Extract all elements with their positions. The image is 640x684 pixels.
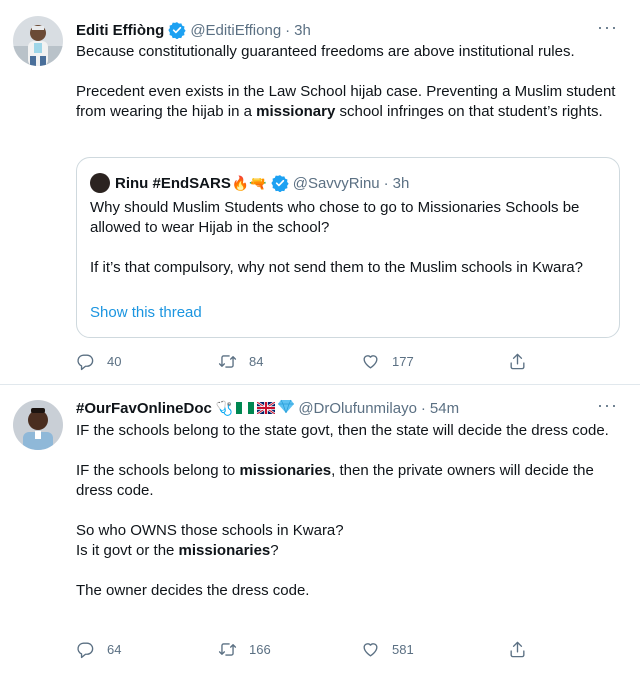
more-icon[interactable]: ···	[597, 17, 618, 37]
tweet-paragraph: Precedent even exists in the Law School hijab case. Preventing a Muslim student from wearing the hijab in a missionary school infringes on that student’s rights.	[76, 83, 616, 120]
quote-paragraph: Why should Muslim Students who chose to go to Missionaries Schools be allowed to wear Hijab in the school?	[90, 199, 580, 236]
like-count: 177	[392, 353, 414, 369]
tweet-actions	[76, 638, 546, 660]
reply-button[interactable]	[76, 638, 121, 660]
quote-text	[90, 198, 610, 278]
timestamp[interactable]: 3h	[294, 21, 311, 39]
tweet-paragraph: IF the schools belong to the state govt, then the state will decide the dress code.	[76, 422, 609, 439]
bold-word: missionaries	[239, 462, 332, 479]
avatar[interactable]	[13, 400, 63, 450]
reply-count: 40	[107, 353, 122, 369]
fire-gun-emoji-icon: 🔥🔫	[231, 174, 267, 191]
share-button[interactable]	[508, 350, 539, 372]
user-handle[interactable]: @EditiEffiong	[190, 21, 282, 39]
share-button[interactable]	[508, 638, 539, 660]
tweet-header	[76, 19, 620, 41]
like-count: 581	[392, 641, 414, 657]
separator-dot: ·	[420, 399, 426, 417]
separator-dot: ·	[383, 174, 389, 192]
retweet-icon	[218, 640, 237, 659]
retweet-count: 166	[249, 641, 271, 657]
tweet-actions	[76, 350, 546, 372]
share-icon	[508, 352, 527, 371]
bold-word: missionaries	[178, 542, 271, 559]
quote-header	[90, 173, 409, 193]
like-button[interactable]	[361, 638, 414, 660]
timestamp[interactable]: 54m	[429, 399, 460, 417]
tweet-paragraph: IF the schools belong to missionaries, then the private owners will decide the dress code.	[76, 462, 594, 499]
like-button[interactable]	[361, 350, 414, 372]
bold-word: missionary	[256, 103, 336, 120]
show-thread-link[interactable]: Show this thread	[90, 304, 202, 321]
stethoscope-icon: 🩺	[215, 399, 234, 416]
tweet-text	[76, 421, 624, 601]
tweet-paragraph: The owner decides the dress code.	[76, 582, 310, 599]
uk-flag-icon	[257, 402, 275, 414]
tweet-text	[76, 42, 624, 122]
verified-badge-icon	[271, 174, 289, 192]
retweet-icon	[218, 352, 237, 371]
share-icon	[508, 640, 527, 659]
verified-badge-icon	[168, 21, 186, 39]
retweet-button[interactable]	[218, 350, 263, 372]
like-icon	[361, 640, 380, 659]
tweet-header	[76, 397, 620, 419]
tweet-paragraph: Because constitutionally guaranteed freedoms are above institutional rules.	[76, 43, 575, 60]
tweet[interactable]	[0, 385, 640, 684]
reply-icon	[76, 352, 95, 371]
quote-paragraph: If it’s that compulsory, why not send them to the Muslim schools in Kwara?	[90, 259, 583, 276]
nigeria-flag-icon	[236, 402, 254, 414]
reply-count: 64	[107, 641, 122, 657]
more-icon[interactable]: ···	[597, 395, 618, 415]
reply-icon	[76, 640, 95, 659]
quoted-tweet[interactable]	[76, 157, 620, 338]
reply-button[interactable]	[76, 350, 121, 372]
quote-display-name: Rinu #EndSARS	[115, 174, 231, 192]
user-handle[interactable]: @DrOlufunmilayo	[298, 399, 417, 417]
tweet-paragraph: So who OWNS those schools in Kwara? Is it govt or the missionaries?	[76, 522, 344, 559]
retweet-button[interactable]	[218, 638, 271, 660]
avatar[interactable]	[13, 16, 63, 66]
separator-dot: ·	[285, 21, 291, 39]
gem-icon	[278, 399, 294, 417]
quote-avatar	[90, 173, 110, 193]
display-name[interactable]: Editi Effiòng	[76, 21, 165, 39]
display-name[interactable]: #OurFavOnlineDoc	[76, 399, 212, 417]
like-icon	[361, 352, 380, 371]
retweet-count: 84	[249, 353, 264, 369]
quote-timestamp: 3h	[392, 174, 410, 192]
quote-handle: @SavvyRinu	[292, 174, 380, 192]
